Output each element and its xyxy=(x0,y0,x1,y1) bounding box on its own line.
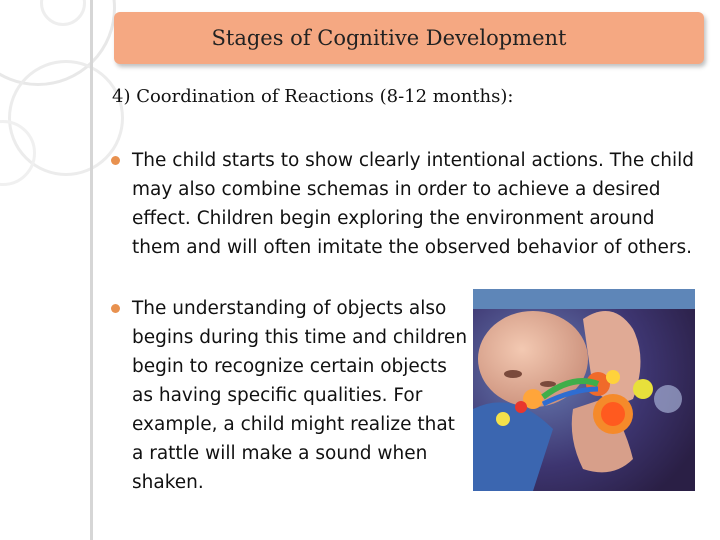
bullet-item: The child starts to show clearly intentional actions. The child may also combine schemas in order to achieve a desired effect. Children begin exploring the environment around them and will often imitate the observed behavior of others. xyxy=(132,150,695,258)
photo-illustration xyxy=(473,289,695,491)
slide-title: Stages of Cognitive Development xyxy=(211,26,567,50)
bullet-icon xyxy=(111,304,120,313)
title-bar xyxy=(114,12,704,64)
section-heading: 4) Coordination of Reactions (8-12 months): xyxy=(112,86,514,107)
bullet-item: The understanding of objects also begins during this time and children begin to recognize certain objects as having specific qualities. For example, a child might realize that a rattle will make a sound when shaken. xyxy=(132,298,468,493)
baby-with-rattle-photo xyxy=(473,289,695,491)
left-border-line xyxy=(90,0,93,540)
bullet-icon xyxy=(111,156,120,165)
